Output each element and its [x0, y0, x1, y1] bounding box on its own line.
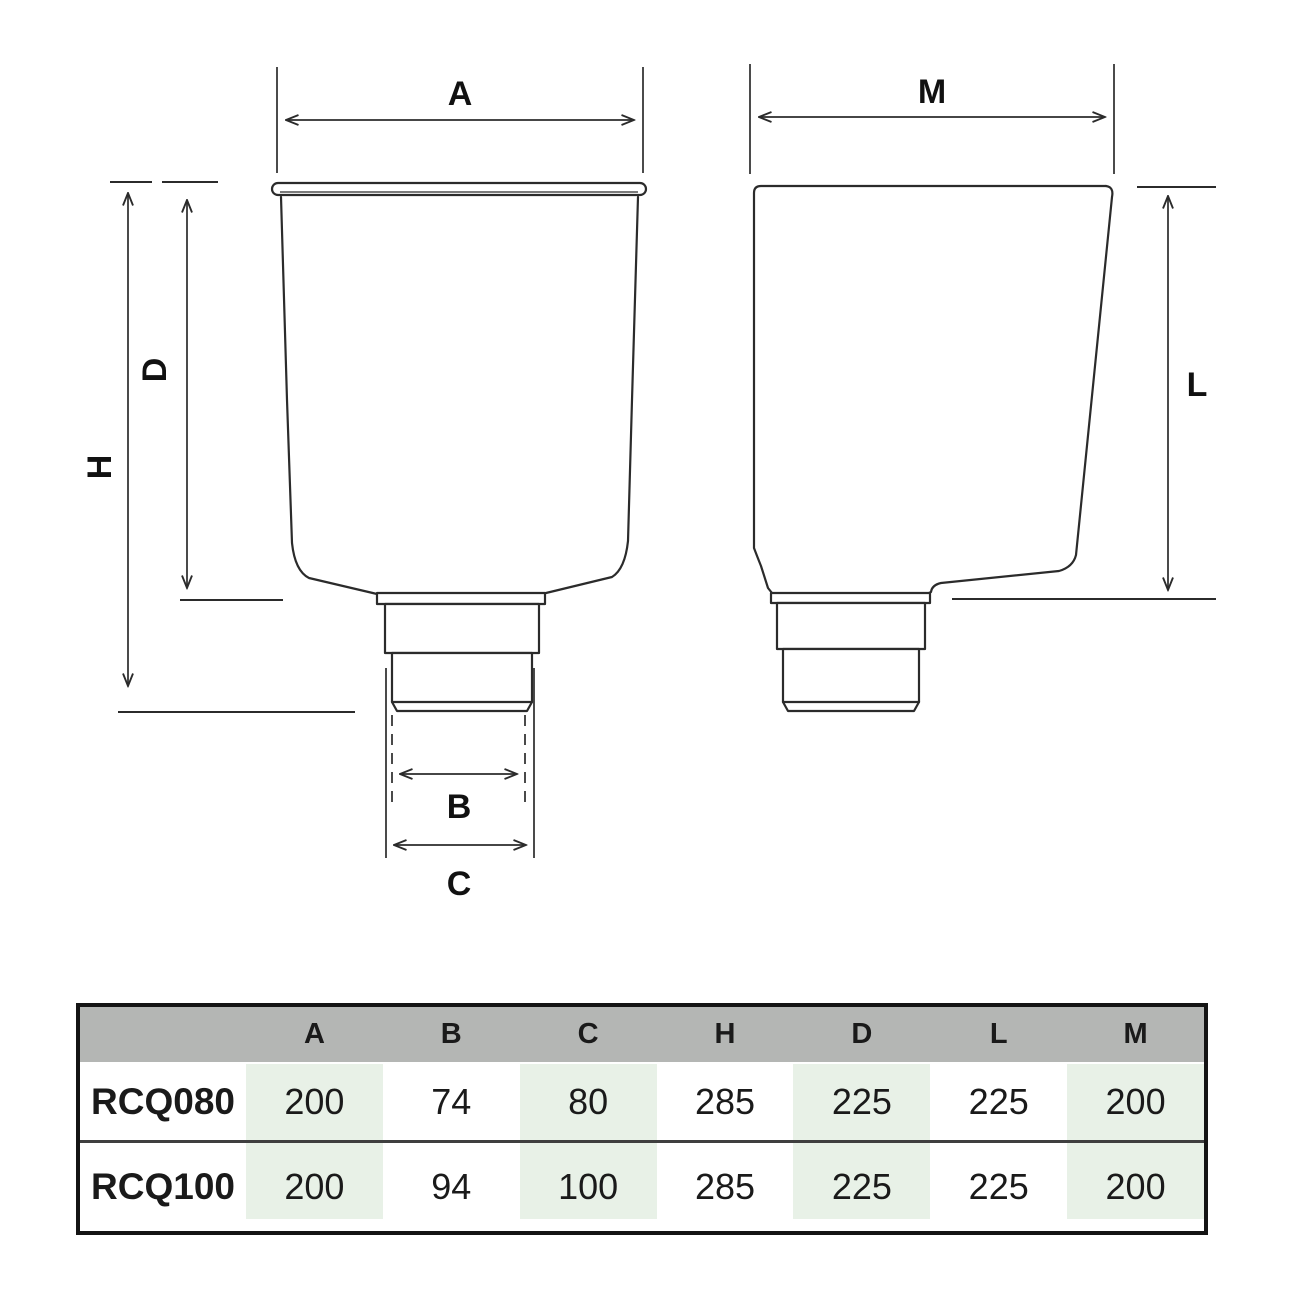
table-row-rcq080 — [80, 1064, 1204, 1140]
value-cell-l: 225 — [968, 1166, 1029, 1207]
value-cell-c: 100 — [520, 1143, 657, 1231]
col-header-l: L — [989, 1018, 1008, 1050]
col-header-b: B — [440, 1018, 462, 1050]
side-outlet-upper-section — [777, 603, 925, 649]
body-right-wall — [546, 197, 638, 593]
col-header-h: H — [714, 1018, 736, 1050]
dim-label-d: D — [136, 357, 174, 383]
table-header-row — [80, 1007, 1204, 1064]
funnel-rim — [272, 183, 646, 195]
value-cell-c: 80 — [520, 1064, 657, 1140]
value-cell-d: 225 — [793, 1143, 930, 1231]
model-label: RCQ100 — [91, 1166, 235, 1207]
col-header-m: M — [1123, 1018, 1148, 1050]
value-cell-m: 200 — [1067, 1143, 1204, 1231]
table-corner-cell — [80, 1007, 246, 1062]
dim-label-h: H — [81, 454, 119, 480]
value-cell-b: 94 — [431, 1166, 472, 1207]
value-cell-h: 285 — [694, 1081, 756, 1122]
col-header-c: C — [577, 1018, 599, 1050]
value-cell-m: 200 — [1067, 1064, 1204, 1140]
side-top-and-left-wall — [754, 186, 1106, 593]
side-outlet-flange — [771, 593, 930, 603]
outlet-upper-section — [385, 604, 539, 653]
dim-label-b: B — [446, 788, 472, 826]
outlet-flange — [377, 593, 545, 604]
side-view — [750, 64, 1216, 711]
dim-label-c: C — [446, 865, 472, 903]
col-header-a: A — [303, 1018, 325, 1050]
body-left-wall — [281, 197, 377, 594]
value-cell-a: 200 — [246, 1064, 383, 1140]
spec-table — [76, 1003, 1208, 1235]
value-cell-l: 225 — [968, 1081, 1029, 1122]
value-cell-h: 285 — [694, 1166, 756, 1207]
outlet-bottom-edge — [392, 702, 532, 711]
model-label: RCQ080 — [91, 1081, 235, 1122]
outlet-lower-section — [392, 653, 532, 702]
dim-label-l: L — [1186, 366, 1208, 404]
side-right-wall-and-bottom — [929, 186, 1112, 593]
value-cell-a: 200 — [246, 1143, 383, 1231]
value-cell-b: 74 — [431, 1081, 472, 1122]
dim-label-a: A — [447, 75, 473, 113]
front-view — [81, 67, 646, 903]
side-outlet-bottom-edge — [783, 702, 919, 711]
dim-label-m: M — [917, 73, 947, 111]
side-outlet-lower-section — [783, 649, 919, 702]
table-row-rcq100 — [80, 1140, 1204, 1231]
col-header-d: D — [851, 1018, 873, 1050]
value-cell-d: 225 — [793, 1064, 930, 1140]
